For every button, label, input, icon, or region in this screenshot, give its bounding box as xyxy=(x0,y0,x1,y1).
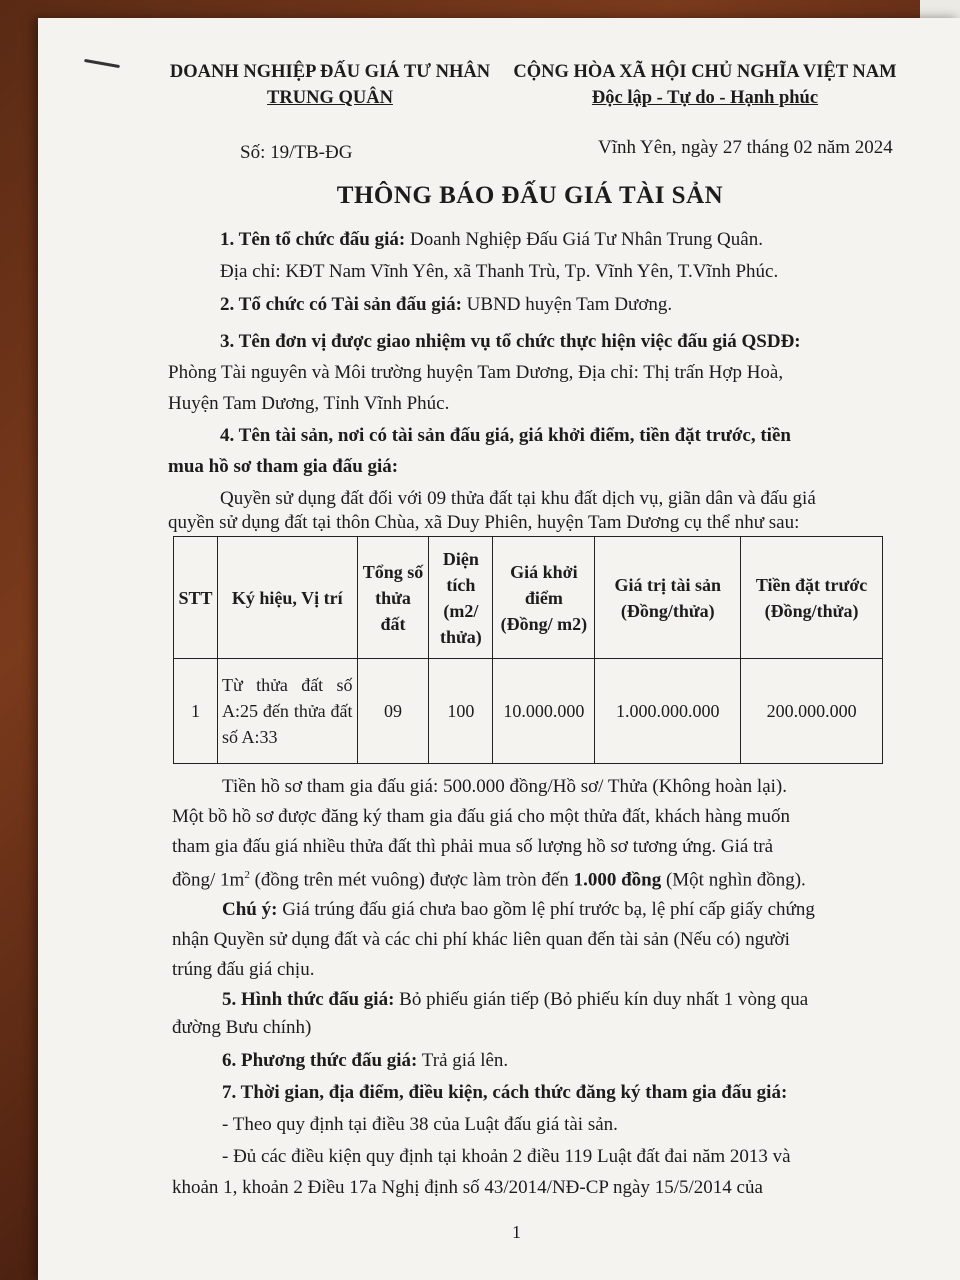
header-area-unit: (m2/ thửa) xyxy=(440,600,482,647)
header-start-price-label: Giá khởi điểm xyxy=(510,561,578,608)
section-5-line2: đường Bưu chính) xyxy=(172,1017,312,1038)
fee-line4: đồng/ $1m^2$ (đồng trên mét vuông) được làm tròn đến 1.000 đồng (Một nghìn đồng). xyxy=(172,869,806,891)
section-5-label: 5. Hình thức đấu giá: xyxy=(222,989,395,1010)
cell-deposit: 200.000.000 xyxy=(741,659,883,764)
note-line1 xyxy=(222,895,815,925)
section-4-intro-line1: Quyền sử dụng đất đối với 09 thửa đất tại khu đất dịch vụ, giãn dân và đấu giá xyxy=(220,488,816,509)
section-7-item1: - Theo quy định tại điều 38 của Luật đấu giá tài sản. xyxy=(222,1114,618,1135)
section-1-label: 1. Tên tổ chức đấu giá: xyxy=(220,229,406,250)
cell-start-price: 10.000.000 xyxy=(493,659,595,764)
note-label: Chú ý: xyxy=(222,899,278,920)
cell-stt: 1 xyxy=(174,659,218,764)
asset-table xyxy=(173,536,883,764)
section-3-label: 3. Tên đơn vị được giao nhiệm vụ tổ chức thực hiện việc đấu giá QSDĐ: xyxy=(220,331,801,352)
header-start-price-unit: (Đồng/ m2) xyxy=(500,613,588,634)
section-5-value: Bỏ phiếu gián tiếp (Bỏ phiếu kín duy nhất 1 vòng qua xyxy=(394,989,809,1010)
fee-line4-bold: 1.000 đồng xyxy=(573,869,662,891)
note-line3: trúng đấu giá chịu. xyxy=(172,959,315,980)
table-row xyxy=(174,659,883,764)
section-2-label: 2. Tổ chức có Tài sản đấu giá: xyxy=(220,294,462,315)
note-line2: nhận Quyền sử dụng đất và các chi phí khác liên quan đến tài sản (Nếu có) người xyxy=(172,929,790,950)
header-symbol: Ký hiệu, Vị trí xyxy=(217,537,357,659)
header-deposit xyxy=(741,537,883,659)
fee-line4-c: (Một nghìn đồng). xyxy=(661,869,806,891)
section-1 xyxy=(220,225,763,255)
header-area-label: Diện tích xyxy=(442,548,479,595)
cell-symbol: Từ thửa đất số A:25 đến thửa đất số A:33 xyxy=(217,659,357,764)
header-value-unit: (Đồng/thửa) xyxy=(620,600,715,621)
header-value-label: Giá trị tài sản xyxy=(614,574,721,595)
header-value xyxy=(595,537,741,659)
section-2-value: UBND huyện Tam Dương. xyxy=(461,294,673,315)
fee-line4-a: đồng/ 1m xyxy=(172,869,245,891)
section-6 xyxy=(222,1046,508,1076)
section-6-value: Trả giá lên. xyxy=(417,1050,509,1071)
table-header-row xyxy=(174,537,883,659)
cell-value: 1.000.000.000 xyxy=(595,659,741,764)
place-date: Vĩnh Yên, ngày 27 tháng 02 năm 2024 xyxy=(598,137,893,158)
org-name-line2: TRUNG QUÂN xyxy=(267,88,393,108)
note-text: Giá trúng đấu giá chưa bao gồm lệ phí trước bạ, lệ phí cấp giấy chứng xyxy=(277,899,815,920)
fee-line4-b: (đồng trên mét vuông) được làm tròn đến xyxy=(249,869,574,891)
org-name-line1: DOANH NGHIỆP ĐẤU GIÁ TƯ NHÂN xyxy=(169,62,491,82)
nation-title: CỘNG HÒA XÃ HỘI CHỦ NGHĨA VIỆT NAM xyxy=(513,62,897,82)
fee-line1: Tiền hồ sơ tham gia đấu giá: 500.000 đồng/Hồ sơ/ Thửa (Không hoàn lại). xyxy=(222,776,787,797)
section-4-label-line2: mua hồ sơ tham gia đấu giá: xyxy=(168,456,399,477)
section-7-label: 7. Thời gian, địa điểm, điều kiện, cách thức đăng ký tham gia đấu giá: xyxy=(222,1082,788,1103)
header-deposit-unit: (Đồng/thửa) xyxy=(764,600,859,621)
section-4-intro-line2: quyền sử dụng đất tại thôn Chùa, xã Duy Phiên, huyện Tam Dương cụ thể như sau: xyxy=(168,512,800,533)
nation-motto: Độc lập - Tự do - Hạnh phúc xyxy=(591,88,819,108)
fee-line2: Một bồ hồ sơ được đăng ký tham gia đấu giá cho một thửa đất, khách hàng muốn xyxy=(172,806,790,827)
header-total: Tổng số thửa đất xyxy=(357,537,429,659)
section-7-item2-line2: khoản 1, khoản 2 Điều 17a Nghị định số 43/2014/NĐ-CP ngày 15/5/2014 của xyxy=(172,1177,763,1198)
header-deposit-label: Tiền đặt trước xyxy=(755,574,868,595)
pen-mark xyxy=(84,59,120,68)
header-start-price xyxy=(493,537,595,659)
doc-number: Số: 19/TB-ĐG xyxy=(240,142,353,163)
cell-total: 09 xyxy=(357,659,429,764)
section-3-line3: Huyện Tam Dương, Tỉnh Vĩnh Phúc. xyxy=(168,393,450,414)
document-title: THÔNG BÁO ĐẤU GIÁ TÀI SẢN xyxy=(336,182,724,209)
header-area xyxy=(429,537,493,659)
section-2 xyxy=(220,290,672,320)
fee-line3: tham gia đấu giá nhiều thửa đất thì phải mua số lượng hồ sơ tương ứng. Giá trả xyxy=(172,836,774,857)
section-3-line2: Phòng Tài nguyên và Môi trường huyện Tam Dương, Địa chỉ: Thị trấn Hợp Hoà, xyxy=(168,362,784,383)
header-stt: STT xyxy=(174,537,218,659)
cell-area: 100 xyxy=(429,659,493,764)
section-4-label-line1: 4. Tên tài sản, nơi có tài sản đấu giá, giá khởi điểm, tiền đặt trước, tiền xyxy=(220,425,791,446)
section-1-value: Doanh Nghiệp Đấu Giá Tư Nhân Trung Quân. xyxy=(405,229,763,250)
section-1-address: Địa chỉ: KĐT Nam Vĩnh Yên, xã Thanh Trù, Tp. Vĩnh Yên, T.Vĩnh Phúc. xyxy=(220,261,779,282)
section-5 xyxy=(222,985,808,1015)
section-7-item2-line1: - Đủ các điều kiện quy định tại khoản 2 điều 119 Luật đất đai năm 2013 và xyxy=(222,1146,791,1167)
section-6-label: 6. Phương thức đấu giá: xyxy=(222,1050,418,1071)
page-number: 1 xyxy=(512,1222,521,1242)
